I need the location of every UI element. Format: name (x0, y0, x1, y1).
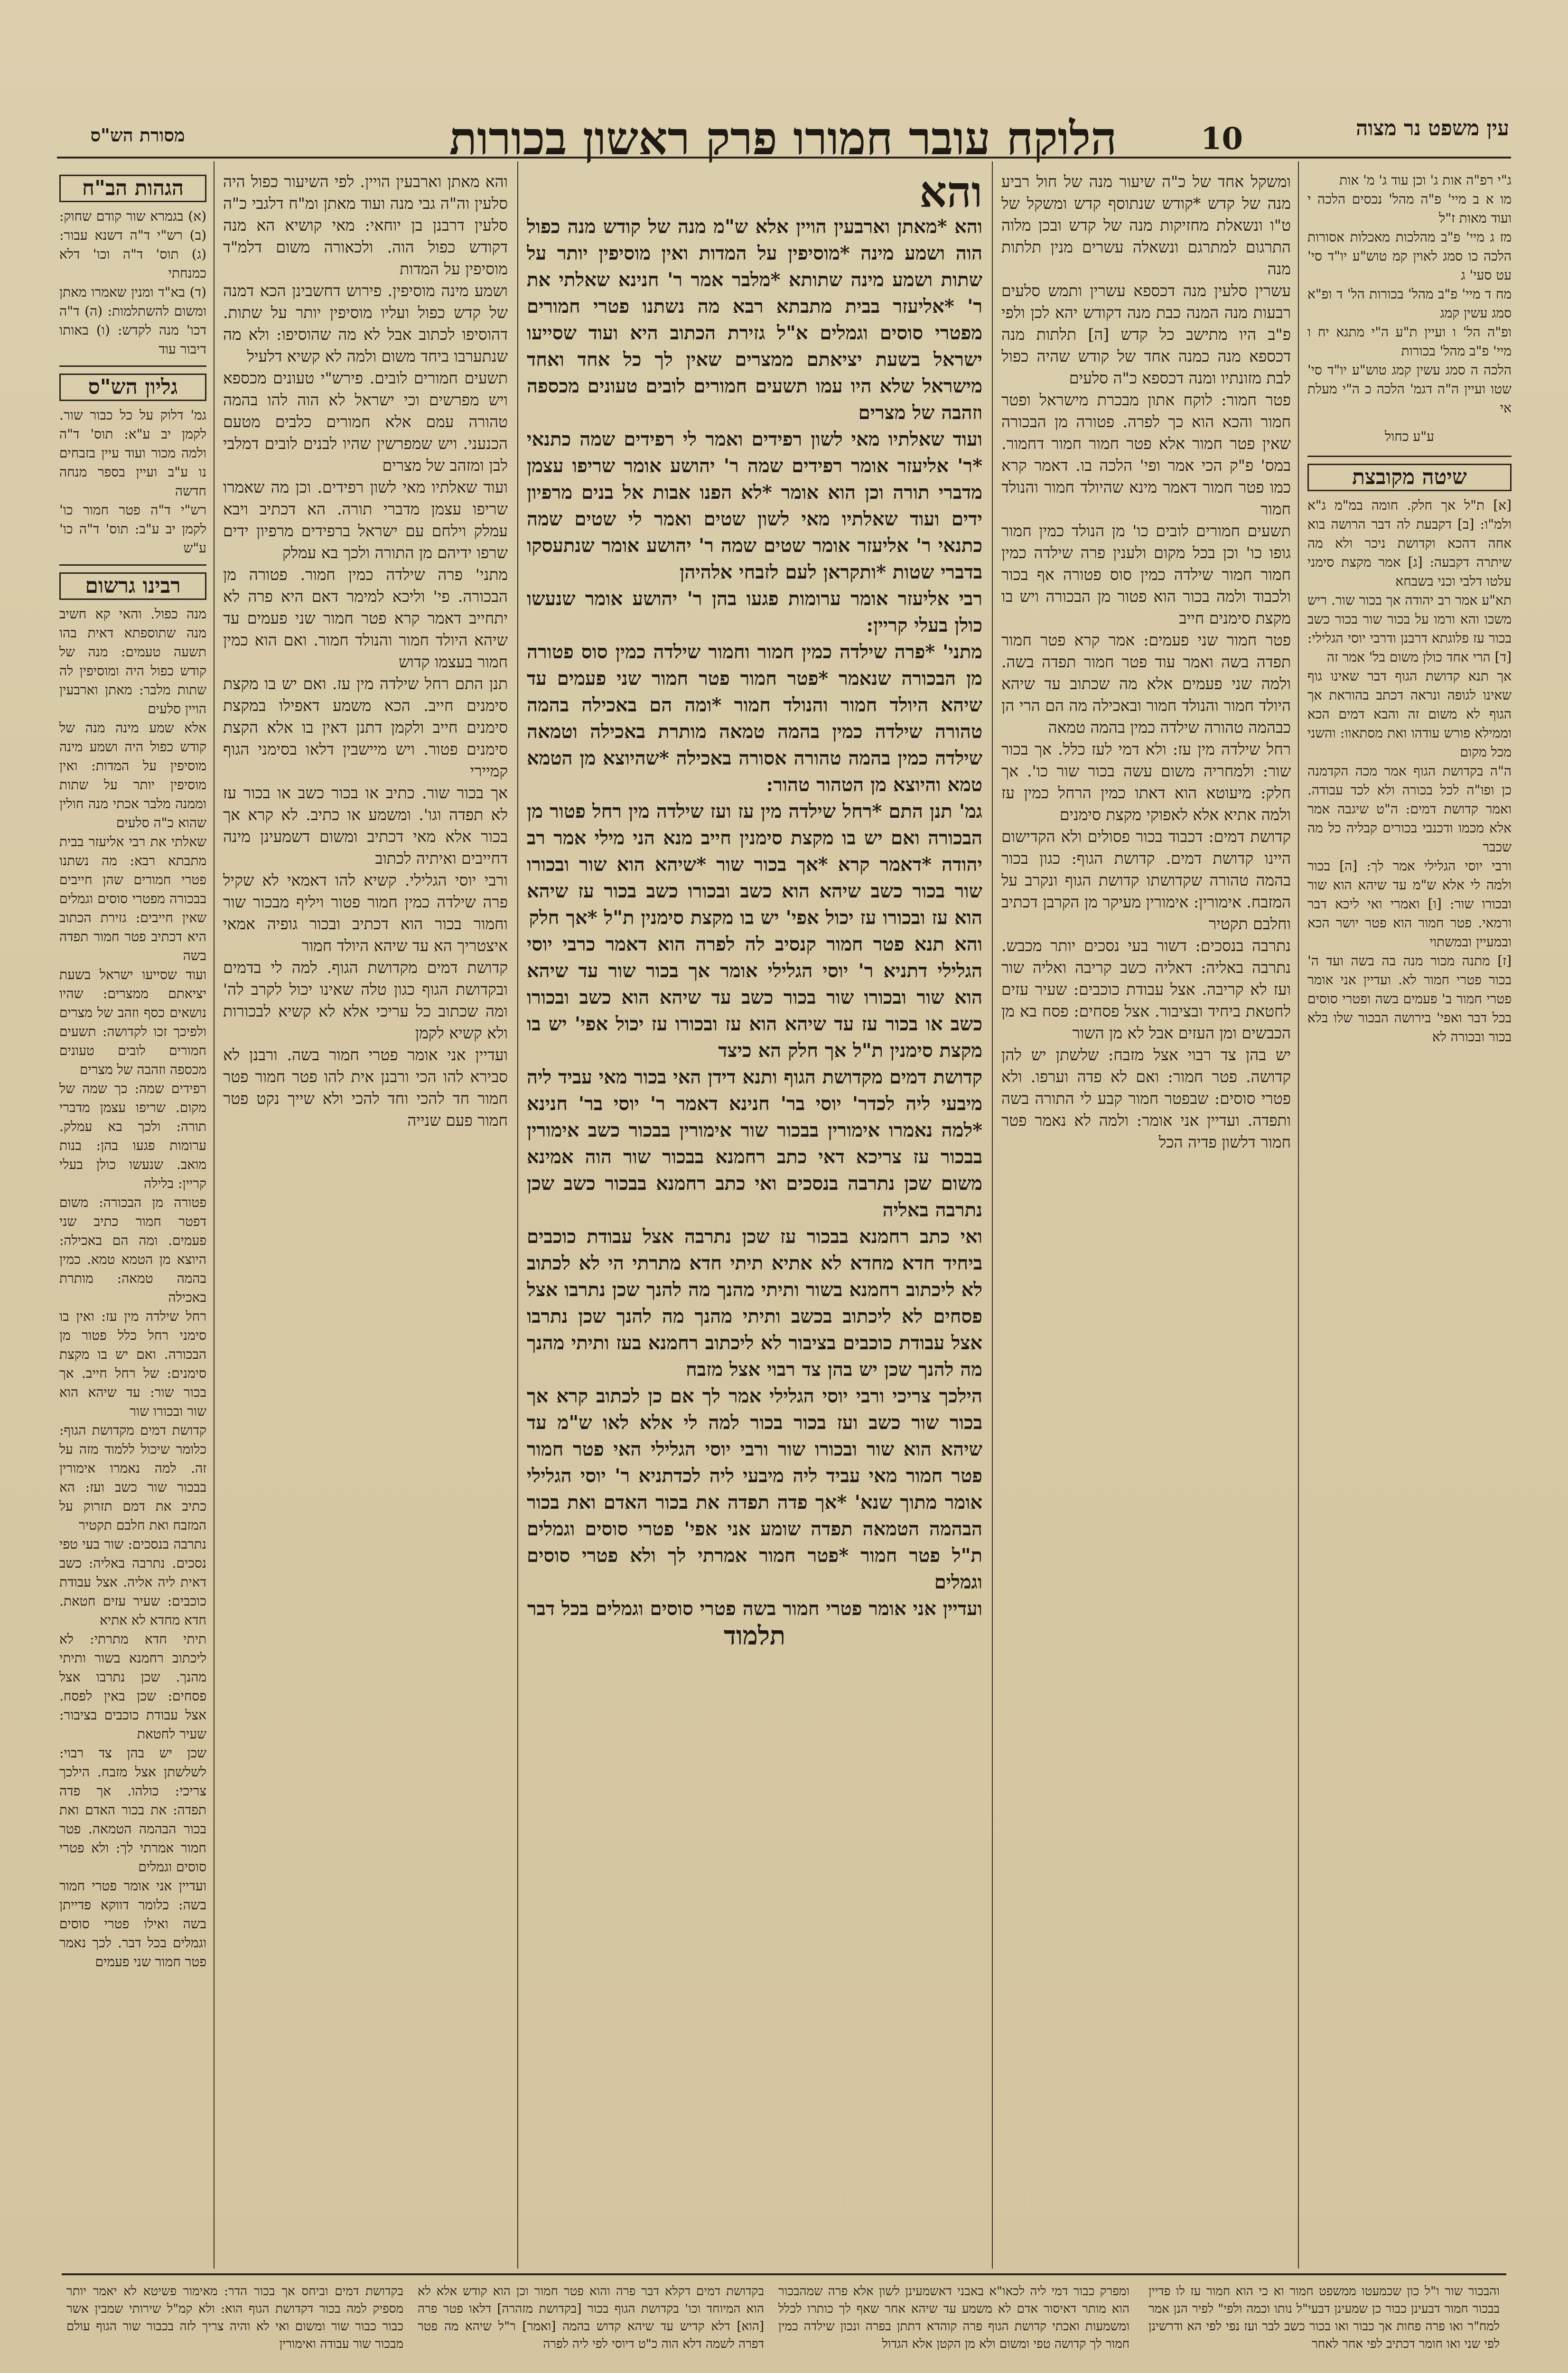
ein-mishpat-item: מו א ב מיי' פ"ה מהל' נכסים הלכה י ועוד מאות ז"ל (1307, 191, 1512, 226)
gilyon-hashas-item: רש"י ד"ה פטר חמור כו' לקמן יב ע"ב: תוס' ד"ה כו' ע"ש (59, 502, 206, 556)
gemara-paragraph: והא *מאתן וארבעין הויין אלא ש"מ מנה של קודש מנה כפול הוה ושמע מינה *מוסיפין על המדות ואין מוסיפין יותר על שתות ושמע מינה שתותא *מלבר אמר ר' חנינא שאלתי את ר' *אליעזר בבית מתבתא רבא מה נשתנו פטרי חמורים מפטרי סוסים וגמלים א"ל גזירת הכתוב היא ועוד שסייעו ישראל בשעת יציאתם ממצרים שאין לך כל אחד ואחד מישראל שלא היו עמו תשעים חמורים לובים טעונים מכספה וזהבה של מצרים (527, 215, 982, 424)
ein-mishpat-item: ג"י רפ"ה אות ג' וכן עוד ג' מ' אות (1339, 172, 1512, 188)
tosafot-paragraph: תשעים חמורים לובים. פירש"י טעונים מכספא ויש מפרשים וכי ישראל לא הוה להו בהמה טהורה עמם אלא חמורים כלבים מטעם הכנעני. ויש שמפרשין שהיו לבנים לובים דמלבי לבן ומזהב של מצרים (223, 369, 508, 475)
section-rule (1307, 456, 1512, 457)
rashi-paragraph: יש בהן צד רבוי אצל מזבח: שלשתן יש להן קדושה. פטר חמור: ואם לא פדה וערפו. ולא פטרי סוסים: שבפטר חמור קבע לי התורה בשה ותפדה. ועדיין אני אומר: ולמה לא נאמר פטר חמור דלשון פדיה הכל (1001, 1046, 1291, 1151)
tosafot-paragraph: ורבי יוסי הגלילי. קשיא להו דאמאי לא שקיל פרה שילדה כמין חמור פטור ויליף מבכור שור וחמור בכור הוא דכתיב ובכור גופיה אמאי איצטריך הא עד שיהא היולד חמור (223, 871, 508, 955)
left-margin-column (59, 171, 206, 2269)
hagahot-habach-item: (א) בגמרא שור קודם שחוק: (ב) רש"י ד"ה דשנא עבור: (ג) תוס' ד"ה וכו' דלא כמנחתי (59, 208, 206, 281)
gemara-paragraph: ועוד שאלתיו מאי לשון רפידים ואמר לי רפידים שמה כתנאי *ר' אליעזר אומר רפידים שמה ר' יהושע אומר שריפו עצמן מדברי תורה וכן הוא אומר *לא הפנו אבות אל בנים מרפיון ידים ועוד שאלתיו מאי לשון שטים ואמר לי שטים שמה כתנאי ר' אליעזר אומר שטים שמה ר' יהושע אומר שנתעסקו בדברי שטות *ותקראן לעם לזבחי אלהיהן (527, 428, 982, 583)
section-rule (59, 564, 206, 566)
ein-mishpat-item: מז ג מיי' פ"ב מהלכות מאכלות אסורות הלכה כו סמג לאוין קמ טוש"ע יו"ד סי' עט סעי' ג (1307, 229, 1512, 283)
rabbeinu-gershom-paragraph: אלא שמע מינה מנה של קודש כפול היה ושמע מינה מוסיפין על המדות: ואין מוסיפין יותר על שתות וממנה מלבר אכתי מנה חולין שהוא כ"ה סלעים (59, 720, 206, 831)
rabbeinu-gershom-title: רבינו גרשום (59, 572, 206, 600)
rashi-paragraph: רחל שילדה מין עז: ולא דמי לעז כלל. אך בכור שור: ולמחריה משום עשה בכור שור כו'. אך חלק: מיעוטא הוא דאתו כמין הרחל כמין עז ולמה אתיא אלא לאפוקי מקצת סימנים (1001, 740, 1291, 824)
ein-mishpat-item: מח ד מיי' פ"ב מהל' בכורות הל' ד ופ"א סמג עשין קמג (1307, 286, 1512, 321)
tosafot-paragraph: קדושת דמים מקדושת הגוף. למה לי בדמים ובקדושת הגוף כגון טלה שאינו יכול לקרב לה' ומה שכתוב כל עריכי אלא לא קשיא לבכורות ולא קשיא לקמן (223, 958, 508, 1042)
ein-mishpat-column (1307, 171, 1512, 2269)
folio-number: 10 (1201, 121, 1243, 157)
rabbeinu-gershom-paragraph: תיתי חדא מתרתי: לא ליכתוב רחמנא בשור ותיתי מהנך. שכן נתרבו אצל פסחים: שכן באין לפסח. אצל עבודת כוכבים בציבור: שעיר לחטאת (59, 1631, 206, 1742)
rabbeinu-gershom-paragraph: שכן יש בהן צד רבוי: לשלשתן אצל מזבח. הילכך צריכי: כולהו. אך פדה תפדה: את בכור האדם ואת בכור הבהמה הטמאה. פטר חמור אמרתי לך: ולא פטרי סוסים וגמלים (59, 1745, 206, 1875)
divider-tosafot (517, 161, 518, 2269)
hagahot-habach-item: (ד) בא"ד ומנין שאמרו מאתן ומשום להשתלמות: (ה) ד"ה דכו' מנה לקדש: (ו) באותו דיבור עוד (59, 284, 206, 357)
rashi-paragraph: תשעים חמורים לובים כו' מן הנולד כמין חמור גופו כו' וכן בכל מקום ולענין פרה שילדה כמין חמור חמור שילדה כמין סוס פטורה אף בכור ולכבוד ולמה בכור הוא פטור מן הבכורה ויש בו מקצת סימנים חייב (1001, 522, 1291, 627)
ein-mishpat-item: ופ"ה הל' ו ועיין ת"ע ה"י מתגא יח ו מיי' פ"ב מהל' בכורות (1307, 324, 1512, 359)
header-rule (57, 157, 1511, 159)
gemara-paragraph: גמ' תנן התם *רחל שילדה מין עז ועז שילדה מין רחל פטור מן הבכורה ואם יש בו מקצת סימנין חייב מנא הני מילי אמר רב יהודה *דאמר קרא *אך בכור שור *שיהא הוא שור ובכורו שור בכור כשב שיהא הוא כשב ובכורו כשב בכור עז שיהא הוא עז ובכורו עז יכול אפי' יש בו מקצת סימנין ת"ל *אך חלק (527, 800, 982, 929)
tosafot-paragraph: והא מאתן וארבעין הויין. לפי השיעור כפול היה סלעין וה"ה גבי מנה ועוד מאתן ומ"ח דלגבי כ"ה סלעין דרבנן בן יוחאי: מאי קושיא הא מנה דקודש כפול הוה. ולכאורה משום דלמ"ד מוסיפין על המדות (223, 172, 508, 278)
shita-mekubetzet-paragraph: ורבי יוסי הגלילי אמר לך: [ה] בכור ולמה לי אלא ש"מ עד שיהא הוא שור ובכורו שור: [ו] ואמרי ואי ליכא דבר ורמאי. פטר חמור הוא פטר יושר הכא ובמעיין ובמשתוי (1307, 858, 1512, 950)
masoret-hashas-heading: מסורת הש"ס (90, 124, 185, 146)
closing-label: תלמוד (724, 1620, 785, 1651)
shita-mekubetzet-paragraph: אך תנא קדושת הגוף דבר שאינו גוף שאינו לגופה ונראה דכתב בהוראת אך הגוף לא משום זה והבא דמים הכא וממילא פורש עודהו ואת מסתאוו: והשני מכל מקום (1307, 668, 1512, 760)
ein-mishpat-item: הלכה ה סמג עשין קמג טוש"ע יו"ד סי' שטו ועיין ה"ה דגמ' הלכה כ ה"י מעלת אי (1307, 362, 1512, 416)
rashi-paragraph: פטר חמור: לוקח אתון מבכרת מישראל ופטר חמור והכא הוא כך לפרה. פטורה מן הבכורה שאין פטר חמור אלא פטר חמור חמור דחמור. במס' פ"ק הכי אמר ופי' הלכה בו. דאמר קרא כמו פטר חמור דאמר מינא שהיולד חמור והנולד חמור (1001, 391, 1291, 518)
rashi-paragraph: פטר חמור שני פעמים: אמר קרא פטר חמור תפדה בשה ואמר עוד פטר חמור תפדה בשה. ולמה שני פעמים אלא מה שכתוב עד שיהא היולד חמור והנולד חמור ובאכילה מה הם הרי הן כבהמה טהורה שילדה כמין בהמה טמאה (1001, 631, 1291, 737)
gemara-paragraph: ואי כתב רחמנא בבכור עז שכן נתרבה אצל עבודת כוכבים ביחיד חדא מחדא לא אתיא תיתי חדא מתרתי הי לא לכתוב לא ליכתוב רחמנא בשור ותיתי מהנך מה להנך שכן נתרבו אצל פסחים לא ליכתוב בכשב ותיתי מהנך מה להנך שכן נתרבו אצל עבודת כוכבים בציבור לא ליכתוב רחמנא בעז ותיתי מהנך מה להנך שכן יש בהן צד רבוי אצל מזבח (527, 1225, 982, 1381)
tosafot-column (223, 171, 508, 2269)
gemara-paragraph: מתני' *פרה שילדה כמין חמור וחמור שילדה כמין סוס פטורה מן הבכורה שנאמר *פטר חמור פטר חמור שני פעמים עד שיהא היולד חמור והנולד חמור *ומה הם באכילה בהמה טהורה שילדה כמין בהמה טמאה מותרת באכילה וטמאה שילדה כמין בהמה טהורה אסורה באכילה *שהיוצא מן הטמא טמא והיוצא מן הטהור טהור: (527, 641, 982, 796)
ein-mishpat-note: ע"ע כחול (1385, 429, 1434, 444)
tosafot-paragraph: מתני' פרה שילדה כמין חמור. פטורה מן הבכורה. פי' וליכא למימר דאם היא פרה לא יתחייב דאמר קרא פטר חמור שני פעמים עד שיהא היולד חמור והנולד חמור. ואם הוא כמין חמור בעצמו קדוש (223, 565, 508, 671)
rabbeinu-gershom-paragraph: מנה כפול. והאי קא חשיב מנה שתוספתא דאית בהו תשעה טעמים: מנה של קודש כפול היה ומוסיפין לה שתות מלבר: מאתן וארבעין הויין סלעים (59, 606, 206, 717)
tosafot-paragraph: תנן התם רחל שילדה מין עז. ואם יש בו מקצת סימנים חייב. הכא משמע דאפילו במקצת סימנים חייב ולקמן דתנן דאין בו אלא הקצת סימנים פטור. ויש מיישבין דלאו בסימני הגוף קמיירי (223, 674, 508, 780)
rabbeinu-gershom-paragraph: ועדיין אני אומר פטרי חמור בשה: כלומר דווקא פדייתן בשה ואילו פטרי סוסים וגמלים בכל דבר. לכך נאמר פטר חמור שני פעמים (59, 1878, 206, 1970)
shita-mekubetzet-paragraph: תא"ע אמר רב יהודה אך בכור שור. ריש משכו והא ורמו על בכור שור בכור כשב בכור עז פלוגתא דרבנן ודרבי יוסי הגלילי: [ד] הרי אחד כולן משום בל' אמר זה (1307, 592, 1512, 665)
opening-word: והא (919, 171, 982, 217)
gemara-paragraph: הילכך צריכי ורבי יוסי הגלילי אמר לך אם כן לכתוב קרא אך בכור שור כשב ועז בכור בכור למה לי אלא לאו ש"מ עד שיהא הוא שור ובכורו שור ורבי יוסי הגלילי האי פטר חמור פטר חמור מאי עביד ליה מיבעי ליה לכדתניא ר' יוסי הגלילי אומר מתוך שנא' *אך פדה תפדה את בכור האדם ואת בכור הבהמה הטמאה תפדה שומע אני אפי' פטרי סוסים וגמלים ת"ל פטר חמור *פטר חמור אמרתי לך ולא פטרי סוסים וגמלים (527, 1385, 982, 1593)
gemara-main-column (527, 171, 982, 2269)
bottom-commentary-column-2: ומפרק כבור דמי ליה לכאו"א באבני דאשמעינן לשון אלא פרה שמהבכור הוא מותר דאיסור אדם לא משמע עד שיהא אחר שאף לך כותרו לכלל ומשמעות ואכתי קדושת הגוף פרה קוהדא דתתן בפרה ונכון שילדה כמין חמור לך קדושה טפי ומשום ולא מן הקטן אלא הגדול (778, 2284, 1129, 2351)
section-rule (59, 365, 206, 367)
gemara-paragraph: ועדיין אני אומר פטרי חמור בשה פטרי סוסים וגמלים בכל דבר (527, 1598, 982, 1620)
bottom-commentary-column-3: בקדושת דמים דקלא דבר פרה והוא פטר חמור וכן הוא קודש אלא לא הוא המיוחד וכו' בקדושת הגוף בכור [בקדושת מזהרה] דלאו פטר פרה [הוא] דלא קדיש עד שיהא קדוש בהמה [ואמר] ר"ל שיהא מה פטר דפרה לשמה דלא הוה כ"ט דיוסי לפי ליה לפרה (418, 2284, 764, 2351)
page-title: הלוקח עובר חמורו פרק ראשון בכורות (449, 112, 1117, 165)
gemara-paragraph: רבי אליעזר אומר ערומות פגעו בהן ר' יהושע אומר שנעשו כולן בעלי קריין: (527, 588, 982, 636)
bottom-commentary-column-4: בקדושת דמים וביחס אך בכור הדר: מאימור פשיטא לא יאמר יותר מספיק למה בכור דקדושת הגוף הוא: ולא קמ"ל שירותי שמבין אשר כבור כבור שור ומשום ואי לא והיה צריך לזה בכבור שור הגוף עולם מבכור שור עבודה ואימורין (66, 2284, 403, 2351)
hagahot-habach-title: הגהות הב"ח (59, 175, 206, 202)
gilyon-hashas-item: גמ' דלוק על כל כבור שור. לקמן יב ע"א: תוס' ד"ה ולמה מכור ועוד עיין בזבחים נו ע"ב ועיין בספר מנחה חדשה (59, 407, 206, 499)
gilyon-hashas-title: גליון הש"ס (59, 374, 206, 401)
rabbeinu-gershom-paragraph: קדושת דמים מקדושת הגוף: כלומר שיכול ללמוד מזה על זה. למה נאמרו אימורין בבכור שור כשב ועז: הא כתיב את דמם תזרוק על המזבח ואת חלבם תקטיר (59, 1422, 206, 1533)
shita-mekubetzet-paragraph: [א] ת"ל אך חלק. חומה במ"מ ג"א ולמ"ו: [ב] דקבעת לה דבר הרושה בוא אחה דהכא וקדושת ניכר ולא מה שיתרה דקבעה: [ג] אמר מקצת סימני עלטו דלבי וכני בשבחא (1307, 497, 1512, 589)
bottom-commentary-column-1: והבכור שור ו"ל כון שכמעטו ממשפט חמור וא כי הוא חמור עז לו פדיין בבכור חמור דבעינן כבור כן שמעינן דבעי"ל נותו וכמה ולפי" לפיר הנן אמר למח"ר ואו פרה פחות אך כבור ואו בכור כשב לבר ועז נפי לפי הא ודרשינן לפי שני ואו חומר דכתיב לפי אחר לאחר (1148, 2284, 1500, 2351)
tosafot-paragraph: ועוד שאלתיו מאי לשון רפידים. וכן מה שאמרו שריפו עצמן מדברי תורה. הא דכתיב ויבא עמלק וילחם עם ישראל ברפידים מרפיון ידים שרפו ידיהם מן התורה ולכך בא עמלק (223, 478, 508, 562)
rashi-column (1001, 171, 1291, 2269)
rashi-paragraph: ומשקל אחד של כ"ה שיעור מנה של חול רביע מנה של קדש *קודש שנתוסף קדש ומשקל של ט"ו ונשאלת מחזיקות מנה של קדש ובכן מלוה התרגום למתרגם ונשאלה עשרים מנין תלתות מנה (1001, 172, 1291, 278)
tosafot-paragraph: ועדיין אני אומר פטרי חמור בשה. ורבנן לא סבירא להו הכי ורבנן אית להו פטר חמור פטר חמור חד להכי וחד להכי ולא שייך נקט פטר חמור פעם שנייה (223, 1046, 508, 1130)
rabbeinu-gershom-paragraph: רפידים שמה: כך שמה של מקום. שריפו עצמן מדברי תורה: ולכך בא עמלק. ערומות פגעו בהן: בנות מואב. שנעשו כולן בעלי קריין: בלילה (59, 1081, 206, 1191)
divider-left-margin (214, 161, 215, 2269)
shita-mekubetzet-paragraph: ה"ה בקדושת הגוף אמר מכה הקדמנה כן ופו"ה לכל בכורה ולא לכד עבודה. ואמר קדושת דמים: ה"ט שיגבה אמר אלא מכמו ודכנבי בכורים קבליה כל מה שכבר (1307, 763, 1512, 855)
shita-mekubetzet-paragraph: [ז] מתנה מכור מנה בה בשה ועד ה' בכור פטרי חמור לא. ועדיין אני אומר פטרי חמור ב' פעמים בשה ופטרי סוסים בכל דבר ואפי' בירושה הבכור שלו בלא בכור ובכורה לא (1307, 953, 1512, 1045)
rabbeinu-gershom-paragraph: נתרבה בנסכים: שור בעי טפי נסכים. נתרבה באליה: כשב דאית ליה אליה. אצל עבודת כוכבים: שעיר עזים חטאת. חדא מחדא לא אתיא (59, 1536, 206, 1628)
ein-mishpat-heading: עין משפט נר מצוה (1356, 116, 1509, 140)
tosafot-paragraph: אך בכור שור. כתיב או בכור כשב או בכור עז לא תפדה וגו'. ומשמע או כתיב. לא קרא אך בכור אלא מאי דכתיב ומשום דשמעינן מינה דחייבים ואיתיה לכתוב (223, 784, 508, 868)
rabbeinu-gershom-paragraph: שאלתי את רבי אליעזר בבית מתבתא רבא: מה נשתנו פטרי חמורים שהן חייבים בבכורה מפטרי סוסים וגמלים שאין חייבים: גזירת הכתוב היא דכתיב פטר חמור תפדה בשה (59, 834, 206, 963)
rashi-paragraph: עשרין סלעין מנה דכספא עשרין ותמש סלעים רבעות מנה המנה כבת מנה דקודש יהא לכן ולפי פ"ב היו מתישב כל קדש [ה] תלתות מנה דכספא מנה כמנה אחד של קודש שהיה כפול לבת מזונתיו ומנה דכספא כ"ה סלעים (1001, 281, 1291, 387)
rabbeinu-gershom-paragraph: פטורה מן הבכורה: משום דפטר חמור כתיב שני פעמים. ומה הם באכילה: היוצא מן הטמא טמא. כמין בהמה טמאה: מותרת באכילה (59, 1195, 206, 1305)
tosafot-paragraph: ושמע מינה מוסיפין. פירוש דחשבינן הכא דמנה של קדש כפול ועליו מוסיפין יותר על שתות. דהוסיפו לכתוב אבל לא מה שהוסיפו: ולא מה שנתערבו ביחד משום ולמה לא קשיא דלעיל (223, 281, 508, 365)
divider-right-margin (1298, 161, 1299, 2269)
bottom-rule (62, 2273, 1506, 2275)
gemara-paragraph: והא תנא פטר חמור קנסיב לה לפרה הוא דאמר כרבי יוסי הגלילי דתניא ר' יוסי הגלילי אומר אך בכור שור עד שיהא הוא שור ובכורו שור בכור כשב עד שיהא הוא כשב ובכורו כשב או בכור עז עד שיהא הוא עז ובכורו עז יכול אפי' יש בו מקצת סימנין ת"ל אך חלק הא כיצד (527, 933, 982, 1062)
rashi-paragraph: נתרבה בנסכים: דשור בעי נסכים יותר מכבש. נתרבה באליה: דאליה כשב קריבה ואליה שור ועז לא קריבה. אצל עבודת כוכבים: שעיר עזים לחטאת ביחיד ובציבור. אצל פסחים: פסח בא מן הכבשים ומן העזים אבל לא מן השור (1001, 936, 1291, 1042)
divider-rashi (992, 161, 993, 2269)
gemara-paragraph: קדושת דמים מקדושת הגוף ותנא דידן האי בכור מאי עביד ליה מיבעי ליה לכדר' יוסי בר' חנינא דאמר ר' יוסי בר' חנינא *למה נאמרו אימורין בבכור שור אימורין בבכור כשב אימורין בבכור עז צריכא דאי כתב רחמנא בבכור שור הוה אמינא משום שכן נתרבה בנסכים ואי כתב רחמנא בבכור כשב שכן נתרבה באליה (527, 1066, 982, 1221)
shita-mekubetzet-title: שיטה מקובצת (1307, 464, 1512, 491)
rashi-paragraph: קדושת דמים: דכבוד בכור פסולים ולא הקדישום היינו קדושת דמים. קדושת הגוף: כגון בכור בהמה טהורה שקדושתו קדושת הגוף ונקרב על המזבח. אימורין: אימורין מעיקר מן הקרבן דכתיב וחלבם תקטיר (1001, 827, 1291, 933)
rabbeinu-gershom-paragraph: רחל שילדה מין עז: ואין בו סימני רחל כלל פטור מן הבכורה. ואם יש בו מקצת סימנים: של רחל חייב. אך בכור שור: עד שיהא הוא שור ובכורו שור (59, 1308, 206, 1419)
rabbeinu-gershom-paragraph: ועוד שסייעו ישראל בשעת יציאתם ממצרים: שהיו נושאים כסף וזהב של מצרים ולפיכך זכו לקדושה: תשעים חמורים לובים טעונים מכספה וזהבה של מצרים (59, 967, 206, 1077)
